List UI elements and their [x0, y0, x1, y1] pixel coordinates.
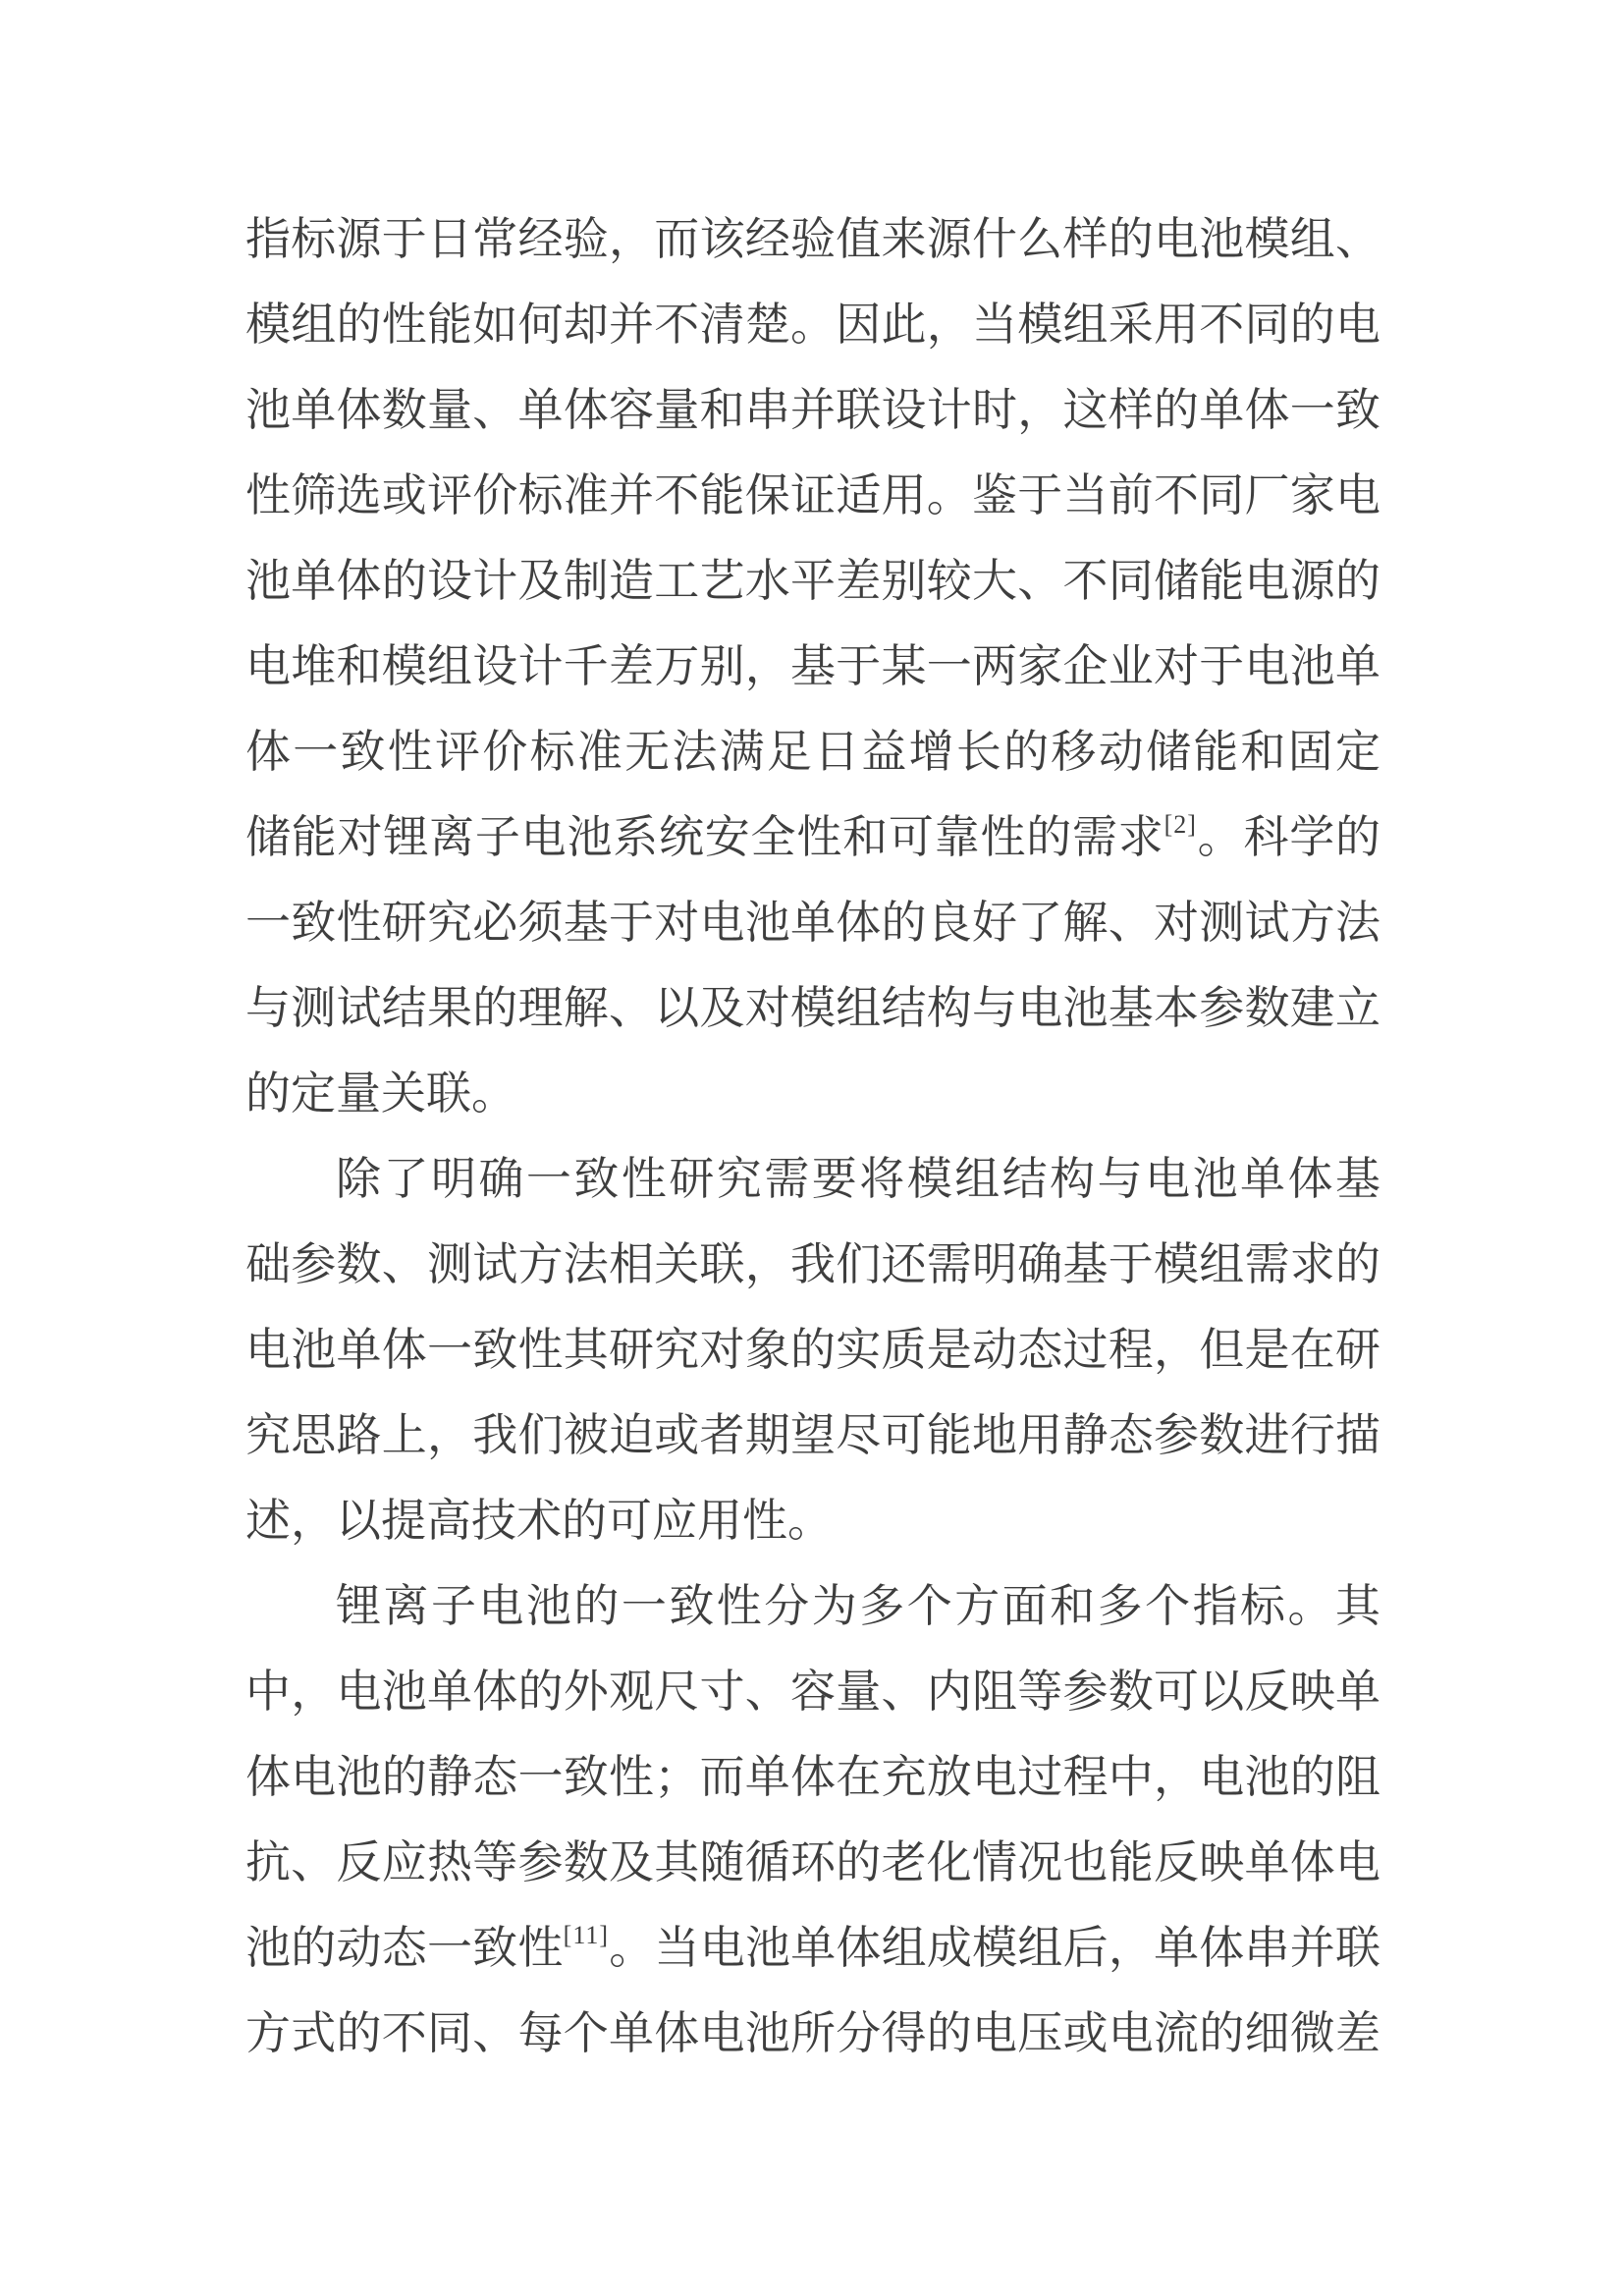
text-run: 池单体的设计及制造工艺水平差别较大、不同储能电源的	[245, 556, 1380, 606]
text-line	[245, 453, 1380, 538]
text-line	[245, 1820, 1380, 1905]
body-text	[245, 196, 1380, 2076]
text-run: 储能对锂离子电池系统安全性和可靠性的需求	[245, 812, 1164, 862]
text-run: 。科学的	[1196, 812, 1381, 862]
text-run: 的定量关联。	[245, 1068, 516, 1119]
text-line	[245, 1393, 1380, 1478]
text-run: 电池单体一致性其研究对象的实质是动态过程，但是在研	[245, 1325, 1380, 1375]
text-run: 模组的性能如何却并不清楚。因此，当模组采用不同的电	[245, 300, 1380, 350]
text-line	[245, 1307, 1380, 1393]
text-line	[245, 624, 1380, 709]
text-run: 与测试结果的理解、以及对模组结构与电池基本参数建立	[245, 983, 1380, 1033]
text-run: 池单体数量、单体容量和串并联设计时，这样的单体一致	[245, 385, 1380, 435]
text-line	[245, 1222, 1380, 1307]
text-run: 述，以提高技术的可应用性。	[245, 1496, 833, 1546]
text-run: 础参数、测试方法相关联，我们还需明确基于模组需求的	[245, 1239, 1380, 1289]
text-run: 一致性研究必须基于对电池单体的良好了解、对测试方法	[245, 898, 1380, 948]
text-line	[245, 367, 1380, 453]
text-run: 池的动态一致性	[245, 1923, 564, 1973]
text-line	[245, 538, 1380, 624]
text-line	[245, 1649, 1380, 1734]
text-line	[245, 880, 1380, 965]
text-line	[245, 1563, 1380, 1649]
text-run: 抗、反应热等参数及其随循环的老化情况也能反映单体电	[245, 1837, 1380, 1887]
text-run: 电堆和模组设计千差万别，基于某一两家企业对于电池单	[245, 641, 1380, 691]
citation-marker: [2]	[1163, 810, 1197, 839]
text-line	[245, 1051, 1380, 1136]
text-line	[245, 1991, 1380, 2076]
text-line	[245, 965, 1380, 1051]
text-run: 究思路上，我们被迫或者期望尽可能地用静态参数进行描	[245, 1410, 1380, 1460]
text-line	[245, 196, 1380, 282]
text-run: 。当电池单体组成模组后，单体串并联	[609, 1923, 1381, 1973]
text-run: 体电池的静态一致性；而单体在充放电过程中，电池的阻	[245, 1752, 1380, 1802]
text-run: 中，电池单体的外观尺寸、容量、内阻等参数可以反映单	[245, 1667, 1380, 1717]
text-line	[245, 794, 1380, 880]
text-run: 方式的不同、每个单体电池所分得的电压或电流的细微差	[245, 2008, 1380, 2058]
text-line	[245, 1734, 1380, 1820]
text-line	[245, 1136, 1380, 1222]
text-line	[245, 1478, 1380, 1563]
text-run: 性筛选或评价标准并不能保证适用。鉴于当前不同厂家电	[245, 470, 1380, 520]
text-run: 指标源于日常经验，而该经验值来源什么样的电池模组、	[245, 214, 1380, 264]
text-line	[245, 1905, 1380, 1991]
text-run: 锂离子电池的一致性分为多个方面和多个指标。其	[336, 1581, 1380, 1631]
text-line	[245, 709, 1380, 794]
text-run: 体一致性评价标准无法满足日益增长的移动储能和固定	[245, 727, 1380, 777]
text-run: 除了明确一致性研究需要将模组结构与电池单体基	[336, 1154, 1380, 1204]
text-line	[245, 282, 1380, 367]
citation-marker: [11]	[563, 1921, 610, 1949]
